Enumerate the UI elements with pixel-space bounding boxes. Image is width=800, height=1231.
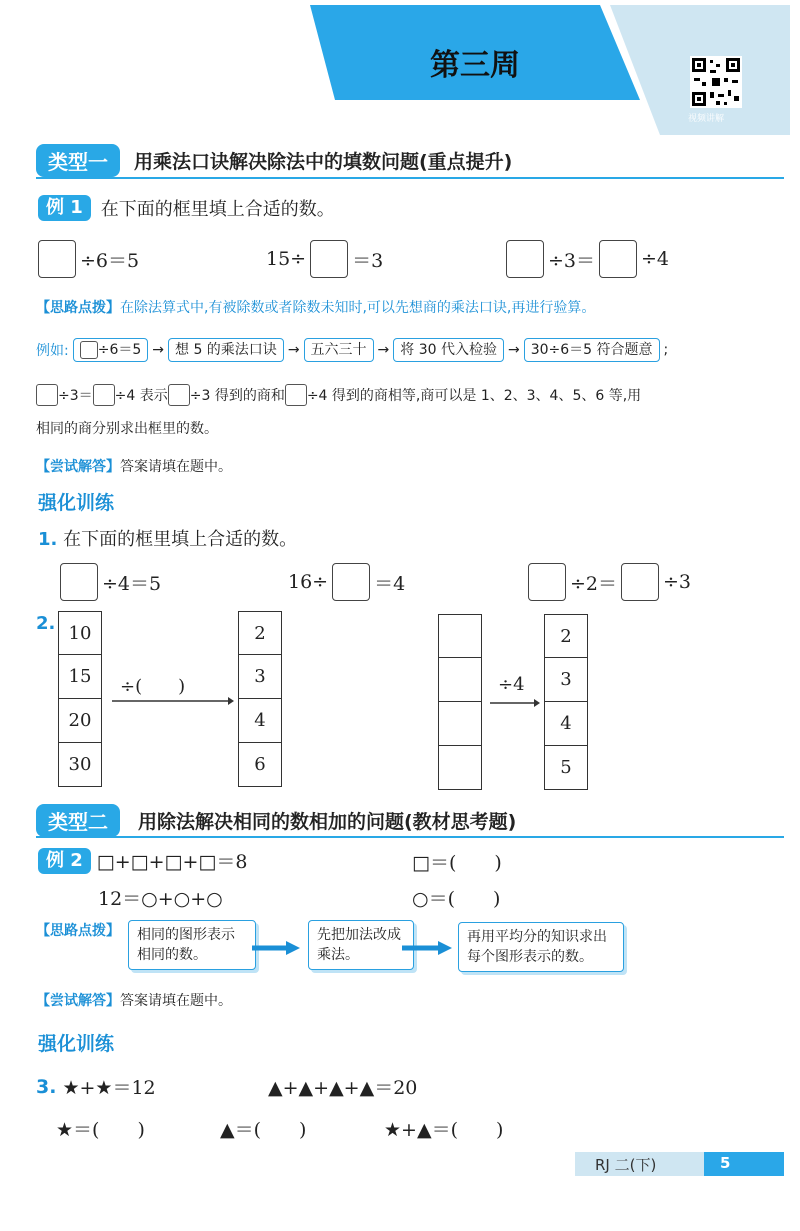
column-cell: 2 xyxy=(544,614,588,658)
q2-number: 2. xyxy=(36,613,56,634)
flow-step-1 xyxy=(73,338,149,362)
blank-box[interactable] xyxy=(60,563,98,601)
q3-ans1: ★＝( ) xyxy=(56,1119,145,1141)
try-text: 答案请填在题中。 xyxy=(120,993,232,1009)
q2-right-operator: ÷4 xyxy=(498,674,525,695)
example1-line xyxy=(38,195,335,221)
hint2-step-1: 相同的图形表示相同的数。 xyxy=(128,920,256,970)
hint2-step-2: 先把加法改成乘法。 xyxy=(308,920,414,970)
column-cell: 4 xyxy=(544,702,588,746)
q1-eq3 xyxy=(528,563,691,601)
blank-box xyxy=(168,384,190,406)
footer-page-band xyxy=(704,1152,784,1176)
page-number: 5 xyxy=(720,1154,731,1172)
blank-box[interactable] xyxy=(528,563,566,601)
blank-box[interactable] xyxy=(621,563,659,601)
try-label: 【尝试解答】 xyxy=(36,993,120,1009)
eq-text: 16÷ xyxy=(288,571,329,593)
blank-box[interactable] xyxy=(332,563,370,601)
example2-line1 xyxy=(38,847,247,874)
practice1-heading: 强化训练 xyxy=(38,492,115,514)
q2-right-blank-column xyxy=(438,614,482,790)
q1-number: 1. xyxy=(38,529,58,550)
flow-step-3: 五六三十 xyxy=(304,338,374,362)
q2-left-operator: ÷( ) xyxy=(120,676,186,697)
flow-step-2: 想 5 的乘法口诀 xyxy=(168,338,284,362)
column-cell: 6 xyxy=(238,743,282,787)
page-title: 第三周 xyxy=(430,48,520,83)
divider xyxy=(36,836,784,838)
q2-mid-column xyxy=(238,611,282,787)
type2-title: 用除法解决相同的数相加的问题(教材思考题) xyxy=(138,811,517,833)
example2-eq2: □＝( ) xyxy=(412,852,502,874)
eq-text: ★+★＝12 xyxy=(62,1077,156,1099)
eq-text: ÷4 xyxy=(641,248,670,270)
arrow-icon: → xyxy=(508,342,520,358)
blank-box[interactable] xyxy=(506,240,544,278)
try-text: 答案请填在题中。 xyxy=(120,459,232,475)
q1-eq1 xyxy=(60,563,161,601)
column-cell: 3 xyxy=(544,658,588,702)
blank-box xyxy=(93,384,115,406)
blank-cell[interactable] xyxy=(438,702,482,746)
type1-tag: 类型一 xyxy=(36,144,120,177)
blank-box xyxy=(80,341,98,359)
hint-label: 【思路点拨】 xyxy=(36,300,120,316)
flow-step-4: 将 30 代入检验 xyxy=(393,338,504,362)
eq-text: ÷6＝5 xyxy=(80,249,140,272)
q1-line xyxy=(38,525,297,551)
column-cell: 30 xyxy=(58,743,102,787)
hint1-line2 xyxy=(36,384,641,406)
example2-eq3: 12＝○+○+○ xyxy=(98,888,223,910)
example2-tag: 例 2 xyxy=(38,848,91,874)
q3-line xyxy=(36,1073,156,1100)
arrow-icon xyxy=(402,940,452,956)
blank-box xyxy=(36,384,58,406)
q2-left-column xyxy=(58,611,102,787)
blank-box[interactable] xyxy=(310,240,348,278)
hint1-flow xyxy=(36,338,668,362)
example1-tag: 例 1 xyxy=(38,195,91,221)
flow-step-5: 30÷6＝5 符合题意 xyxy=(524,338,660,362)
try-label: 【尝试解答】 xyxy=(36,459,120,475)
eq-text: ÷2＝ xyxy=(570,572,618,595)
column-cell: 3 xyxy=(238,655,282,699)
hint2-step-3: 再用平均分的知识求出每个图形表示的数。 xyxy=(458,922,624,972)
practice2-heading: 强化训练 xyxy=(38,1033,115,1055)
hint1 xyxy=(36,297,786,317)
eq-text: ÷3 xyxy=(663,571,692,593)
blank-cell[interactable] xyxy=(438,746,482,790)
q2-right-column xyxy=(544,614,588,790)
eq-text: ＝3 xyxy=(352,249,384,272)
eq-text: □+□+□+□＝8 xyxy=(96,851,248,873)
column-cell: 2 xyxy=(238,611,282,655)
type1-title: 用乘法口诀解决除法中的填数问题(重点提升) xyxy=(134,151,513,173)
example1-eq1 xyxy=(38,240,139,278)
hint1-line3: 相同的商分别求出框里的数。 xyxy=(36,421,218,437)
arrow-icon: → xyxy=(377,342,390,358)
eq-text: ÷3＝ xyxy=(548,249,596,272)
arrow-icon xyxy=(112,695,234,707)
blank-box[interactable] xyxy=(599,240,637,278)
eq-text: ＝4 xyxy=(374,572,406,595)
type2-heading xyxy=(36,804,516,837)
type1-heading xyxy=(36,144,512,177)
try1 xyxy=(36,456,232,476)
q3-number: 3. xyxy=(36,1075,57,1098)
example2-eq4: ○＝( ) xyxy=(412,888,501,910)
q1-eq2 xyxy=(288,563,405,601)
example1-eq3 xyxy=(506,240,669,278)
type2-tag: 类型二 xyxy=(36,804,120,837)
hint-text: ÷4 表示 xyxy=(114,388,168,404)
qr-code-icon xyxy=(690,56,742,108)
blank-box xyxy=(285,384,307,406)
column-cell: 20 xyxy=(58,699,102,743)
column-cell: 5 xyxy=(544,746,588,790)
hint2-label: 【思路点拨】 xyxy=(36,923,120,939)
footer-label: RJ 二(下) xyxy=(595,1156,657,1174)
blank-cell[interactable] xyxy=(438,614,482,658)
blank-cell[interactable] xyxy=(438,658,482,702)
q3-ans2: ▲＝( ) xyxy=(220,1119,307,1141)
flow-prefix: 例如: xyxy=(36,343,69,359)
blank-box[interactable] xyxy=(38,240,76,278)
column-cell: 10 xyxy=(58,611,102,655)
eq-text: ÷4＝5 xyxy=(102,572,162,595)
hint-text: ÷3＝ xyxy=(58,388,93,404)
q1-text: 在下面的框里填上合适的数。 xyxy=(63,529,298,550)
hint-text: ÷3 得到的商和 xyxy=(189,388,285,404)
example1-eq2 xyxy=(266,240,383,278)
example1-text: 在下面的框里填上合适的数。 xyxy=(100,199,335,220)
column-cell: 15 xyxy=(58,655,102,699)
try2 xyxy=(36,990,232,1010)
arrow-icon: → xyxy=(287,342,300,358)
hint-text: ÷4 得到的商相等,商可以是 1、2、3、4、5、6 等,用 xyxy=(306,388,642,404)
q3-eq2: ▲+▲+▲+▲＝20 xyxy=(268,1077,418,1099)
qr-caption: 视频讲解 xyxy=(688,114,725,124)
flow-end: ; xyxy=(663,342,669,358)
arrow-icon xyxy=(490,697,540,709)
arrow-icon xyxy=(252,940,300,956)
hint-text: 在除法算式中,有被除数或者除数未知时,可以先想商的乘法口诀,再进行验算。 xyxy=(120,300,596,316)
eq-text: 15÷ xyxy=(266,248,307,270)
flow-text: ÷6＝5 xyxy=(97,342,142,358)
arrow-icon: → xyxy=(152,342,164,358)
q3-ans3: ★+▲＝( ) xyxy=(384,1119,504,1141)
column-cell: 4 xyxy=(238,699,282,743)
divider xyxy=(36,177,784,179)
